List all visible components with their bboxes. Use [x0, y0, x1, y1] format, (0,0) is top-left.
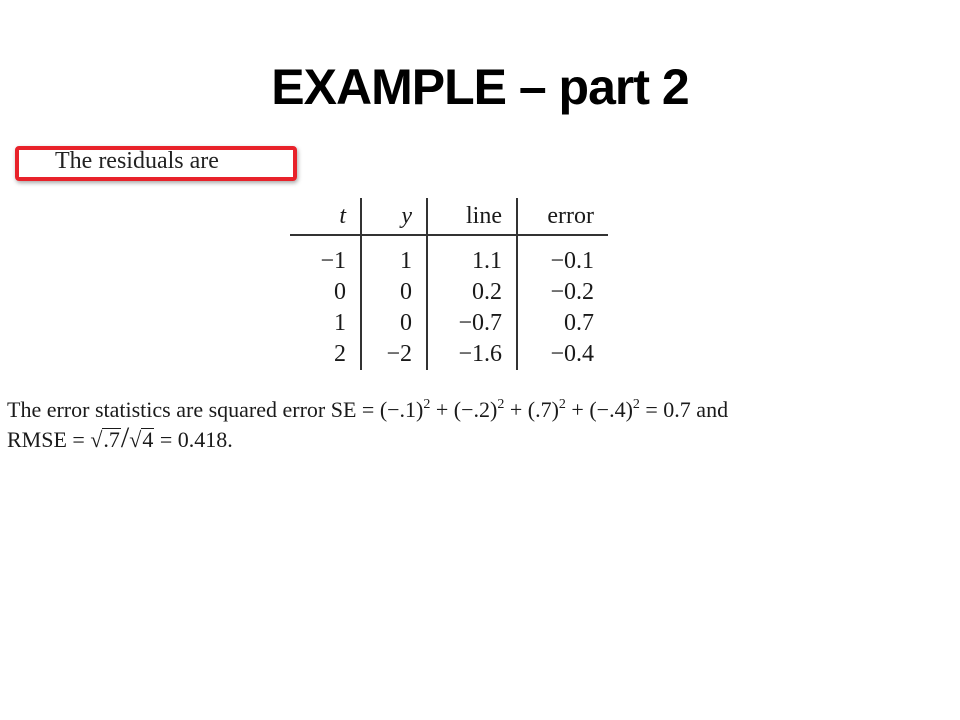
table-row — [290, 235, 608, 277]
stats-term: + (−.2) — [430, 397, 498, 422]
sqrt-radicand: .7 — [103, 427, 120, 452]
cell-t: −1 — [290, 235, 361, 277]
table-row — [290, 308, 608, 339]
cell-line: 0.2 — [427, 277, 517, 308]
slide-title: EXAMPLE – part 2 — [271, 59, 689, 115]
exponent: 2 — [632, 397, 640, 412]
cell-line: −1.6 — [427, 339, 517, 370]
header-error: error — [517, 198, 608, 235]
intro-text: The residuals are — [55, 148, 219, 174]
cell-y: 0 — [361, 308, 427, 339]
exponent: 2 — [558, 397, 566, 412]
exponent: 2 — [423, 397, 431, 412]
rmse-result: = 0.418. — [154, 427, 233, 452]
cell-line: −0.7 — [427, 308, 517, 339]
cell-y: 1 — [361, 235, 427, 277]
cell-error: −0.4 — [550, 341, 594, 367]
table-row — [290, 277, 608, 308]
cell-t: 0 — [290, 277, 361, 308]
sqrt-symbol: √ — [90, 427, 103, 452]
header-y: y — [361, 198, 427, 235]
exponent: 2 — [497, 397, 505, 412]
stats-line1-end: = 0.7 and — [639, 397, 729, 422]
cell-y: −2 — [361, 339, 427, 370]
stats-line1: The error statistics are squared error SE = (−.1) — [7, 397, 424, 422]
header-line: line — [427, 198, 517, 235]
cell-error: 0.7 — [564, 310, 594, 336]
cell-y: 0 — [361, 277, 427, 308]
rmse-label: RMSE = — [7, 427, 91, 452]
residuals-table — [290, 198, 608, 370]
table-header-row — [290, 198, 608, 235]
stats-term: + (−.4) — [565, 397, 633, 422]
cell-t: 2 — [290, 339, 361, 370]
sqrt-radicand: 4 — [142, 427, 154, 452]
error-statistics-text — [7, 396, 947, 454]
division-slash: / — [120, 421, 130, 454]
cell-t: 1 — [290, 308, 361, 339]
sqrt-symbol: √ — [129, 427, 142, 452]
cell-line: 1.1 — [427, 235, 517, 277]
cell-error: −0.1 — [550, 248, 594, 274]
header-t: t — [290, 198, 361, 235]
stats-term: + (.7) — [504, 397, 559, 422]
table-row — [290, 339, 608, 370]
cell-error: −0.2 — [550, 279, 594, 305]
